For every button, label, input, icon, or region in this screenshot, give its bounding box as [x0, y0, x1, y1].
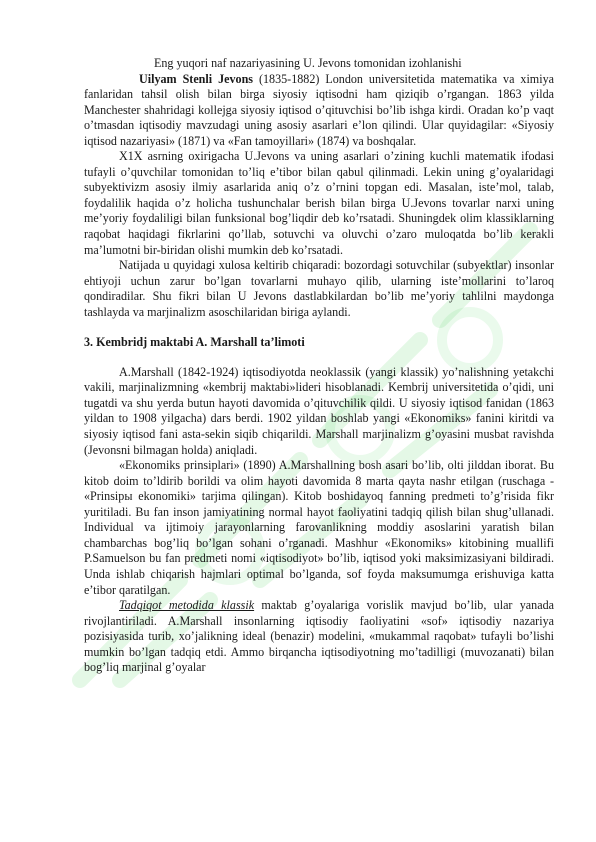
intro-line: Eng yuqori naf nazariyasining U. Jevons tomonidan izohlanishi	[154, 56, 462, 70]
paragraph-jevons-ideas: X1X asrning oxirigacha U.Jevons va uning asarlari o’zining kuchli matematik ifodasi tufayli o’quvchilar tomonidan to’liq e’tibor bilan qabul qilinmadi. Lekin uning g’oyalaridagi subyektivizm asosiy ilmiy asarlarida aniq o’z o’rnini topgan edi. Masalan, iste’mol, talab, foydalilik haqida o’z holicha tushunchalar berish bilan birga U.Jevons tovarlar narxi uning me’yoriy foydaliligi bilan funksional bog’liqdir deb ko’rsatadi. Shuningdek olim klassiklarning raqobat haqidagi fikrlarini qo’llab, sotuvchi va oluvchi o’zaro muloqatda bo’lib kerakli ma’lumotni bir-biridan olishi mumkin deb ko’rsatadi.	[84, 149, 554, 257]
jevons-bio-text: (1835-1882) London universitetida matematika va ximiya fanlaridan tahsil olish bilan birga siyosiy iqtisodni ham qiziqib o’rgangan. 1863 yilda Manchester shahridagi kollejga siyosiy iqtisod o’qituvchisi bo’lib ishga kirdi. Oradan ko’p vaqt o’tmasdan iqtisodiy mavzudagi uning asosiy asarlari e’lon qilindi. Ular quyidagilar: «Siyosiy iqtisod nazariyasi» (1871) va «Fan tamoyillari» (1874) va boshqalar.	[84, 71, 554, 148]
paragraph-marshall-principles: «Ekonomiks prinsiplari» (1890) A.Marshallning bosh asari bo’lib, olti jilddan iborat. Bu kitob doim to’ldirib borildi va olim hayoti davomida 8 marta qayta nashr etilgan (ruschaga - «Prinsipы ekonomiki» tarjima qilingan). Kitob boshidayoq fanning predmeti to’g’risida fikr yuritiladi. Bu fan inson jamiyatining normal hayot faoliyatini tadqiq qilish bilan shug’ullanadi. Individual va ijtimoiy jarayonlarning farovanlikning moddiy asoslarini yaratish bilan chambarchas bog’liq bo’lgan sohani o’rganadi. Mashhur «Ekonomiks» kitobining muallifi P.Samuelson bu fan predmeti nomi «iqtisodiyot» bo’lib, iqtisod yoki maksimizasiyani bildiradi. Unda ishlab chiqarish hajmlari optimal bo’lganda, sof foyda maksumumga erishuviga katta e’tibor qaratilgan.	[84, 458, 554, 597]
section-heading: 3. Kembridj maktabi A. Marshall ta’limoti	[84, 335, 305, 350]
paragraph-jevons-bio	[84, 72, 554, 150]
jevons-name: Uilyam Stenli Jevons	[139, 71, 254, 86]
paragraph-jevons-conclusion: Natijada u quyidagi xulosa keltirib chiqaradi: bozordagi sotuvchilar (subyektlar) insonlar ehtiyoji uchun zarur bo’lgan tovarlarni muhayo qilib, ularning iste’mollarini to’laroq qondiradilar. Shu fikri bilan U Jevons dastlabkilardan bo’lib me’yoriy tahlilni maydonga tashlayda va marjinalizm asoschilaridan biriga aylandi.	[84, 258, 554, 319]
paragraph-marshall-method	[84, 598, 554, 676]
method-emphasis: Tadqiqot metodida klassik	[119, 598, 255, 613]
document-page	[84, 56, 554, 676]
paragraph-marshall-bio: A.Marshall (1842-1924) iqtisodiyotda neoklassik (yangi klassik) yo’nalishning yetakchi vakili, marjinalizmning «kembrij maktabi»lideri hisoblanadi. Kembrij universitetida o’qidi, uni tugatdi va shu yerda butun hayoti davomida o’qituvchilik qildi. U siyosiy iqtisod fanidan (1863 yildan to 1908 yilgacha) dars berdi. 1902 yildan boshlab yangi «Ekonomiks» fanini kiritdi va siyosiy iqtisod fani asta-sekin siqib chiqarildi. Marshall marjinalizm g’oyasini musbat ravishda (Jevonsni bilmagan holda) aniqladi.	[84, 364, 554, 457]
method-text: maktab g’oyalariga vorislik mavjud bo’lib, ular yanada rivojlantiriladi. A.Marshall insonlarning iqtisodiy faoliyatini «sof» iqtisodiy nazariya pozisiyasida turib, xo’jalikning ideal (benazir) modelini, «mukammal raqobat» tufayli bo’lishi mumkin bo’lgan tadqiq etdi. Ammo birqancha iqtisodiyotning mo’tadilligi (muvozanati) bilan bog’liq marjinal g’oyalar	[84, 598, 555, 675]
